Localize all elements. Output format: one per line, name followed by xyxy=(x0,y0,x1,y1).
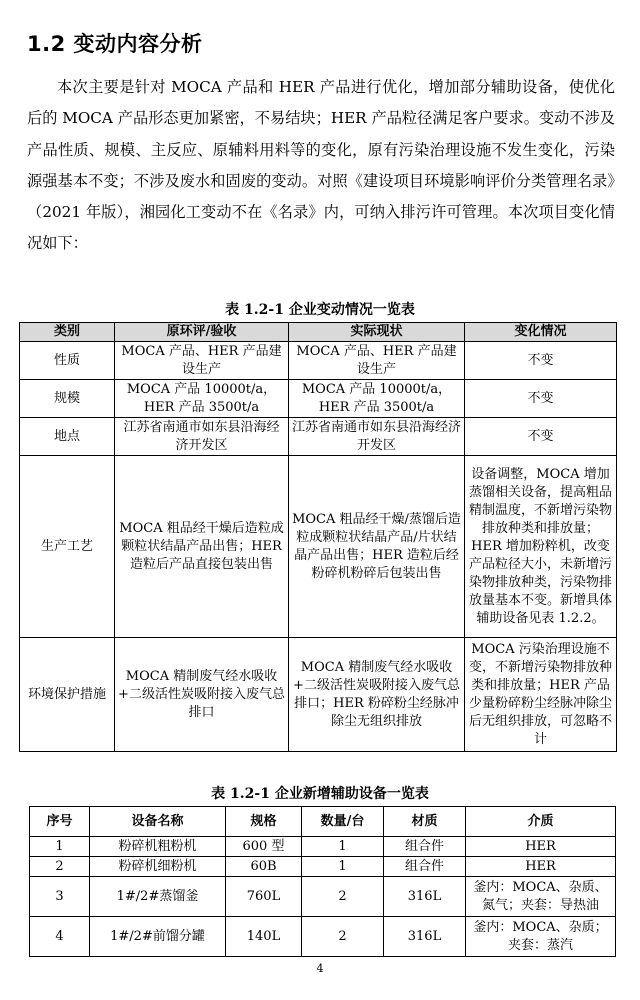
change-summary-table xyxy=(19,322,617,752)
table1-cell: MOCA 产品、HER 产品建设生产 xyxy=(115,342,289,380)
section-title: 1.2 变动内容分析 xyxy=(27,32,203,56)
intro-paragraph: 本次主要是针对 MOCA 产品和 HER 产品进行优化，增加部分辅助设备，使优化后的 MOCA 产品形态更加紧密，不易结块；HER 产品粒径满足客户要求。变动不涉及产品性质、规模、主反应、原辅料用料等的变化，原有污染治理设施不发生变化，污染源强基本不变；不涉及废水和固废的变动。对照《建设项目环境影响评价分类管理名录》（2021 年版），湘园化工变动不在《名录》内，可纳入排污许可管理。本次项目变化情况如下： xyxy=(27,78,615,253)
table1-cell: MOCA 精制废气经水吸收+二级活性炭吸附接入废气总排口 xyxy=(115,638,289,752)
table2-cell: 600 型 xyxy=(226,837,302,857)
table1-cell: 生产工艺 xyxy=(20,456,115,638)
table1-cell: 江苏省南通市如东县沿海经济开发区 xyxy=(115,418,289,456)
table1-cell: 不变 xyxy=(465,380,617,418)
table1-header-cell: 原环评/验收 xyxy=(115,323,289,342)
table1-cell: MOCA 精制废气经水吸收+二级活性炭吸附接入废气总排口；HER 粉碎粉尘经脉冲除尘无组织排放 xyxy=(289,638,465,752)
table2-header-cell: 序号 xyxy=(30,807,90,837)
table2-cell: 组合件 xyxy=(384,857,466,877)
table1-cell: MOCA 产品、HER 产品建设生产 xyxy=(289,342,465,380)
table1-cell: MOCA 粗品经干燥/蒸馏后造粒成颗粒状结晶产品/片状结晶产品出售；HER 造粒后经粉碎机粉碎后包装出售 xyxy=(289,456,465,638)
table2-cell: 1 xyxy=(302,837,384,857)
table1-cell: MOCA 产品 10000t/a，HER 产品 3500t/a xyxy=(289,380,465,418)
table1-cell: 环境保护措施 xyxy=(20,638,115,752)
table1-cell: MOCA 产品 10000t/a，HER 产品 3500t/a xyxy=(115,380,289,418)
table1-cell: 规模 xyxy=(20,380,115,418)
table2-cell: 140L xyxy=(226,917,302,957)
table2-cell: 釜内：MOCA、杂质；夹套：蒸汽 xyxy=(466,917,616,957)
table2-cell: 60B xyxy=(226,857,302,877)
table1-cell: 江苏省南通市如东县沿海经济开发区 xyxy=(289,418,465,456)
table2-header-cell: 规格 xyxy=(226,807,302,837)
table2-cell: 1 xyxy=(30,837,90,857)
table1-cell: 性质 xyxy=(20,342,115,380)
table2-row xyxy=(30,857,616,877)
table2-cell: 1#/2#前馏分罐 xyxy=(90,917,226,957)
page-number: 4 xyxy=(316,962,324,975)
table2-cell: 760L xyxy=(226,877,302,917)
table2-cell: HER xyxy=(466,857,616,877)
table1-row xyxy=(20,342,617,380)
table1-row xyxy=(20,418,617,456)
table2-cell: 1#/2#蒸馏釜 xyxy=(90,877,226,917)
table2-cell: 粉碎机粗粉机 xyxy=(90,837,226,857)
table2-cell: 釜内：MOCA、杂质、氮气；夹套：导热油 xyxy=(466,877,616,917)
table1-cell: MOCA 污染治理设施不变，不新增污染物排放种类和排放量；HER 产品少量粉碎粉尘经脉冲除尘后无组织排放，可忽略不计 xyxy=(465,638,617,752)
table2-header-cell: 介质 xyxy=(466,807,616,837)
table2-cell: 组合件 xyxy=(384,837,466,857)
table2-cell: 3 xyxy=(30,877,90,917)
table1-cell: 不变 xyxy=(465,418,617,456)
table2-header-cell: 数量/台 xyxy=(302,807,384,837)
table1-row xyxy=(20,456,617,638)
table1-row xyxy=(20,638,617,752)
table2-cell: 316L xyxy=(384,877,466,917)
table2-header-row xyxy=(30,807,616,837)
table2-header-cell: 设备名称 xyxy=(90,807,226,837)
table1-cell: MOCA 粗品经干燥后造粒成颗粒状结晶产品出售；HER 造粒后产品直接包装出售 xyxy=(115,456,289,638)
table1-caption: 表 1.2-1 企业变动情况一览表 xyxy=(225,302,415,318)
table2-cell: 2 xyxy=(30,857,90,877)
table2-cell: 粉碎机细粉机 xyxy=(90,857,226,877)
table2-header-cell: 材质 xyxy=(384,807,466,837)
table1-cell: 设备调整，MOCA 增加蒸馏相关设备，提高粗品精制温度，不新增污染物排放种类和排放量；HER 增加粉粹机，改变产品粒径大小，未新增污染物排放种类，污染物排放量基本不变。新增具体辅助设备见表 1.2.2。 xyxy=(465,456,617,638)
table2-cell: 1 xyxy=(302,857,384,877)
table1-cell: 地点 xyxy=(20,418,115,456)
table2-row xyxy=(30,877,616,917)
table1-header-cell: 变化情况 xyxy=(465,323,617,342)
table1-header-cell: 实际现状 xyxy=(289,323,465,342)
table2-row xyxy=(30,917,616,957)
table1-cell: 不变 xyxy=(465,342,617,380)
table2-cell: 2 xyxy=(302,877,384,917)
table2-row xyxy=(30,837,616,857)
table2-cell: 4 xyxy=(30,917,90,957)
table2-cell: 2 xyxy=(302,917,384,957)
table1-row xyxy=(20,380,617,418)
table2-cell: HER xyxy=(466,837,616,857)
table2-caption: 表 1.2-1 企业新增辅助设备一览表 xyxy=(211,786,429,802)
table1-header-cell: 类别 xyxy=(20,323,115,342)
table2-cell: 316L xyxy=(384,917,466,957)
table1-header-row xyxy=(20,323,617,342)
auxiliary-equipment-table xyxy=(29,806,616,957)
